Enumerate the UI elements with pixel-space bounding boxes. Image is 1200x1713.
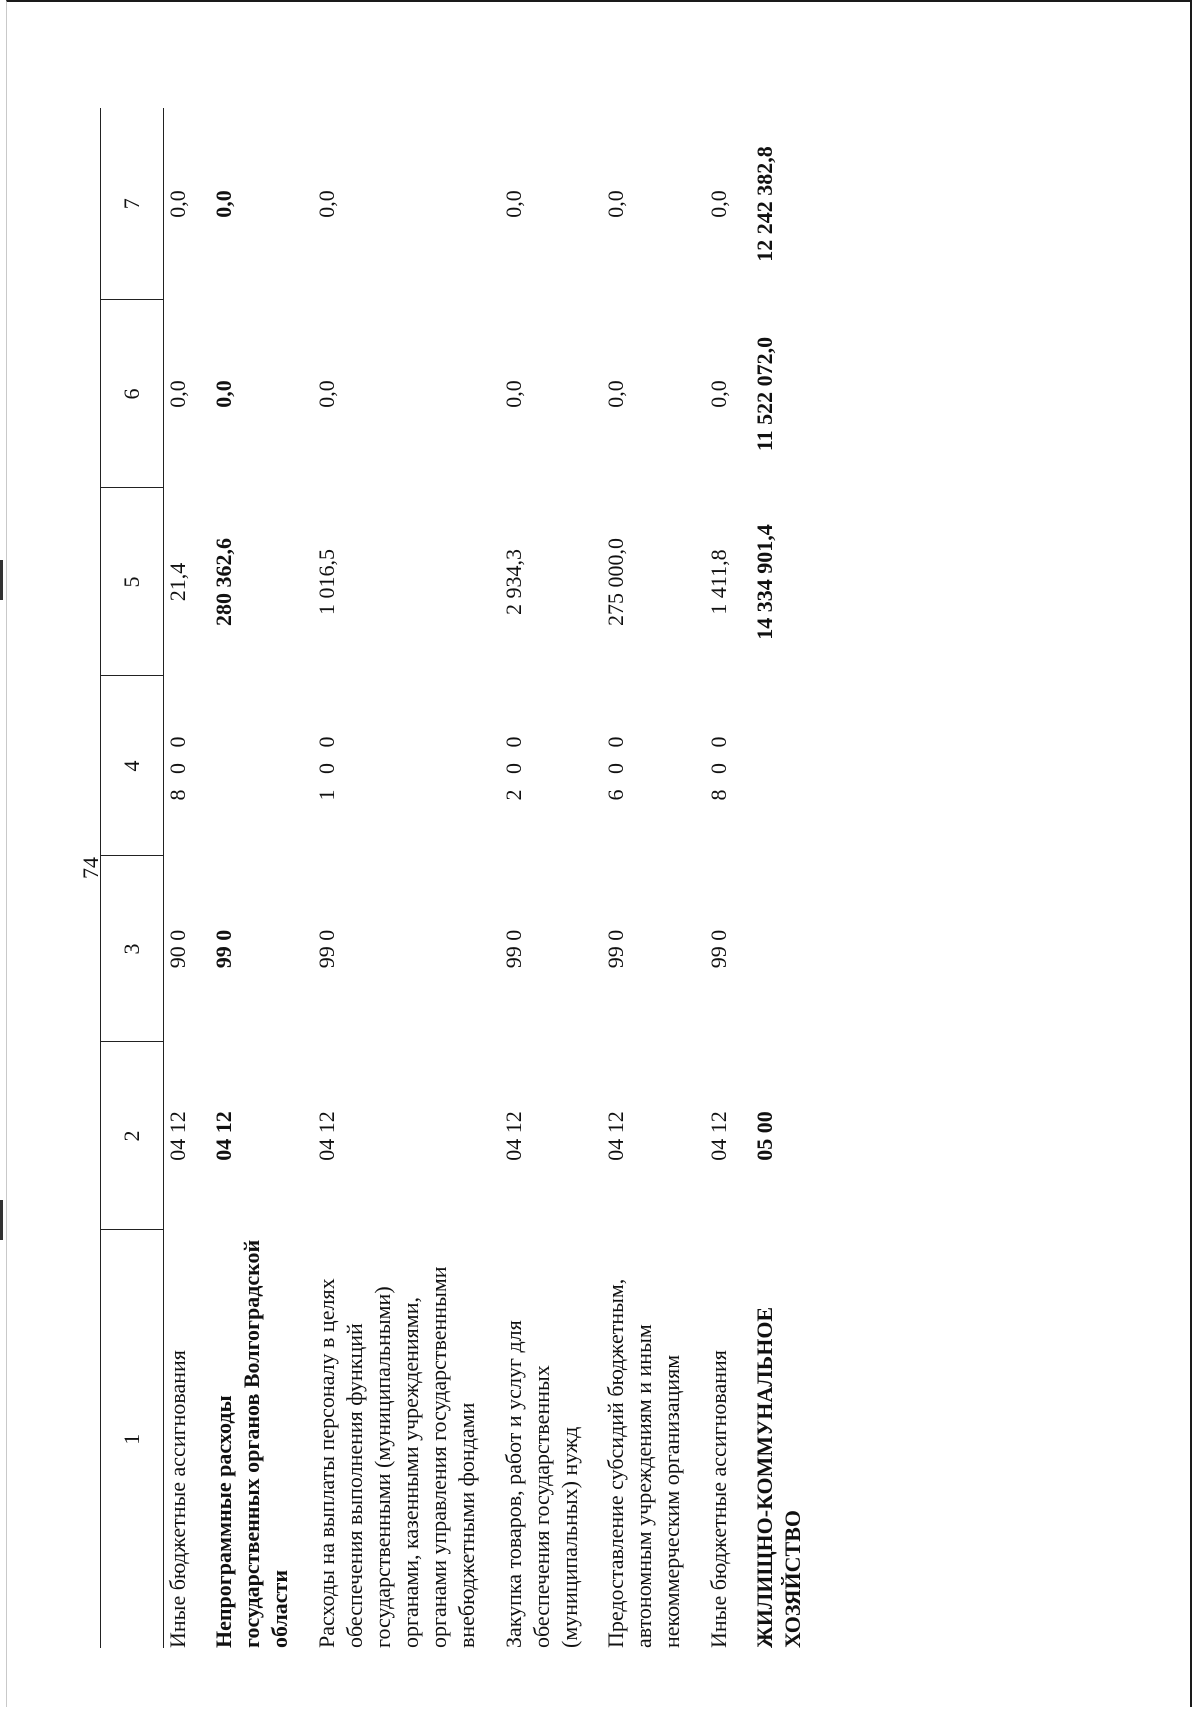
column-header: 5	[101, 488, 164, 676]
amount-col7: 0,0	[705, 190, 731, 218]
target-code: 99 0	[211, 929, 237, 969]
column-header: 4	[101, 676, 164, 856]
header-row	[101, 108, 164, 1648]
table-row	[751, 108, 807, 1648]
expense-type-code: 8 0 0	[165, 731, 190, 801]
row-name: Закупка товаров, работ и услуг для обеспечения государственных (муниципальных) нужд	[500, 1320, 582, 1648]
row-spacer	[295, 108, 313, 1648]
target-code: 90 0	[165, 929, 190, 969]
column-header: 3	[101, 856, 164, 1042]
section-code: 04 12	[603, 1111, 629, 1161]
row-name: Расходы на выплаты персоналу в целях обеспечения выполнения функций государственными (муниципальными) органами, казенными учреждениями, органами управления государственными внебюджетными фондами	[313, 1266, 480, 1648]
target-code: 99 0	[500, 929, 526, 969]
table-row	[313, 108, 482, 1648]
expense-type-code: 6 0 0	[603, 731, 629, 801]
amount-col5: 21,4	[165, 562, 190, 602]
amount-col7: 12 242 382,8	[751, 146, 777, 262]
section-code: 04 12	[500, 1111, 526, 1161]
amount-col5: 275 000,0	[603, 538, 629, 626]
row-spacer	[687, 108, 705, 1648]
table-row	[705, 108, 733, 1648]
column-header: 7	[101, 108, 164, 300]
expense-type-code	[751, 676, 807, 856]
section-code: 04 12	[165, 1111, 190, 1161]
amount-col6: 0,0	[211, 380, 237, 408]
section-code: 05 00	[751, 1111, 777, 1161]
row-spacer	[584, 108, 602, 1648]
target-code: 99 0	[705, 929, 731, 969]
amount-col7: 0,0	[165, 190, 190, 218]
column-header: 2	[101, 1042, 164, 1230]
row-name: Иные бюджетные ассигнования	[705, 1350, 731, 1648]
expense-type-code: 8 0 0	[705, 731, 731, 801]
amount-col5: 1 411,8	[705, 549, 731, 615]
target-code: 99 0	[603, 929, 629, 969]
row-name: Непрограммные расходы государственных органов Волгоградской области	[211, 1239, 293, 1648]
row-spacer	[733, 108, 751, 1648]
column-header: 6	[101, 300, 164, 488]
expense-type-code: 1 0 0	[313, 731, 339, 801]
amount-col7: 0,0	[211, 190, 237, 218]
amount-col6: 0,0	[313, 380, 339, 408]
expense-type-code	[210, 676, 294, 856]
amount-col5: 1 016,5	[313, 549, 339, 615]
amount-col6: 11 522 072,0	[751, 336, 777, 452]
page-number: 74	[78, 857, 103, 879]
row-name: Предоставление субсидий бюджетным, автономным учреждениям и иным некоммерческим организациям	[603, 1278, 685, 1648]
table-row	[500, 108, 584, 1648]
row-spacer	[192, 108, 210, 1648]
amount-col5: 14 334 901,4	[751, 524, 777, 640]
table-row	[210, 108, 294, 1648]
amount-col6: 0,0	[165, 380, 190, 408]
row-spacer	[482, 108, 500, 1648]
amount-col6: 0,0	[705, 380, 731, 408]
column-header: 1	[101, 1230, 164, 1648]
table-row	[602, 108, 686, 1648]
table-row	[164, 108, 193, 1648]
amount-col5: 2 934,3	[500, 549, 526, 615]
amount-col7: 0,0	[500, 190, 526, 218]
section-code: 04 12	[705, 1111, 731, 1161]
target-code: 99 0	[313, 929, 339, 969]
section-code: 04 12	[211, 1111, 237, 1161]
amount-col5: 280 362,6	[211, 538, 237, 626]
row-name: ЖИЛИЩНО-КОММУНАЛЬНОЕ ХОЗЯЙСТВО	[751, 1306, 805, 1648]
amount-col7: 0,0	[603, 190, 629, 218]
row-name: Иные бюджетные ассигнования	[165, 1350, 190, 1648]
expense-type-code: 2 0 0	[500, 731, 526, 801]
budget-table	[100, 108, 807, 1648]
target-code	[751, 856, 807, 1042]
amount-col6: 0,0	[500, 380, 526, 408]
amount-col6: 0,0	[603, 380, 629, 408]
section-code: 04 12	[313, 1111, 339, 1161]
amount-col7: 0,0	[313, 190, 339, 218]
